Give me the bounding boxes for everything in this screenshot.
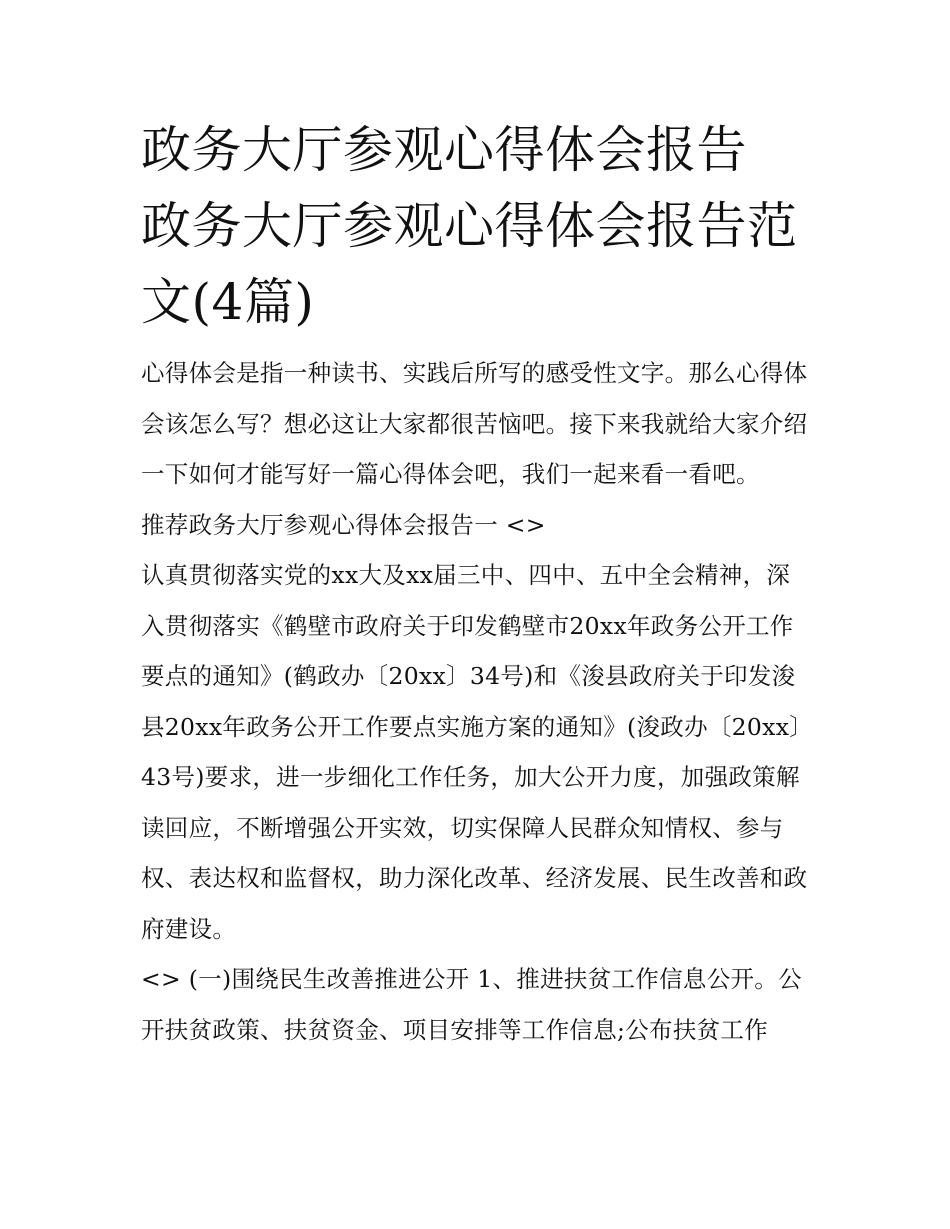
intro-paragraph: 心得体会是指一种读书、实践后所写的感受性文字。那么心得体会该怎么写？想必这让大家都很苦恼吧。接下来我就给大家介绍一下如何才能写好一篇心得体会吧，我们一起来看一看吧。: [141, 359, 808, 488]
body-paragraph: 认真贯彻落实党的xx大及xx届三中、四中、五中全会精神，深入贯彻落实《鹤壁市政府关于印发鹤壁市20xx年政务公开工作要点的通知》(鹤政办〔20xx〕34号)和《浚县政府关于印发浚县20xx年政务公开工作要点实施方案的通知》(浚政办〔20xx〕43号)要求，进一步细化工作任务，加大公开力度，加强政策解读回应，不断增强公开实效，切实保障人民群众知情权、参与权、表达权和监督权，助力深化改革、经济发展、民生改善和政府建设。: [141, 561, 808, 943]
document-page: [141, 112, 813, 1055]
document-title: 政务大厅参观心得体会报告 政务大厅参观心得体会报告范文(4篇): [141, 121, 798, 331]
section-heading: 推荐政务大厅参观心得体会报告一 <>: [141, 510, 546, 539]
body-paragraph: <> (一)围绕民生改善推进公开 1、推进扶贫工作信息公开。公开扶贫政策、扶贫资金、项目安排等工作信息;公布扶贫工作: [141, 965, 802, 1044]
